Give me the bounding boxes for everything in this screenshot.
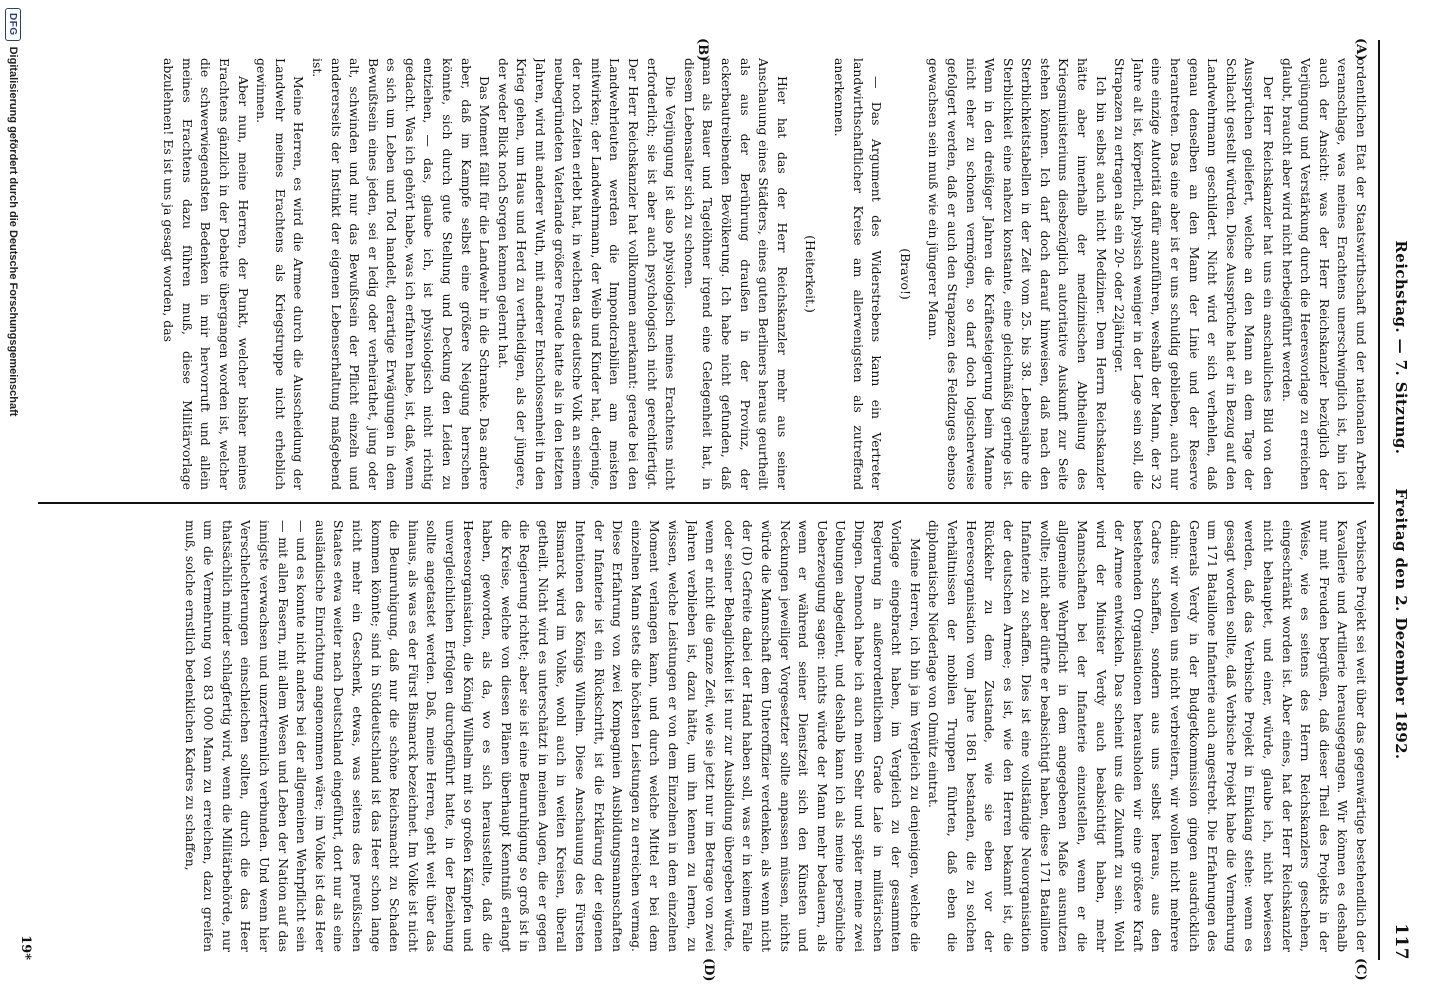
margin-mark-c: (C) [1353, 958, 1368, 981]
paragraph: ordentlichen Etat der Staatswirthschaft und der nationalen Arbeit veranschlage, was meines Erachtens unerschwinglich ist, bin ich auch der Ansicht: was der Herr Reichskanzler bezüglich der Verjüngung und Verstärkung durch die Heeresvorlage zu erreichen glaubt, braucht aber wird nicht herbeigeführt werden. [1279, 58, 1369, 490]
page-number: 117 [1391, 923, 1411, 960]
paragraph: — Das Argument des Widerstrebens kann ein Vertreter landwirthschaftlicher Kreise am allerwenigsten als zutreffend anerkennen. [831, 58, 885, 490]
paragraph: Aber nun, meine Herren, der Punkt, welcher bisher meines Erachtens gänzlich in der Debatte übergangen worden ist, welcher die schwerwiegendsten Bedenken in mir hervorruft und allein meines Erachtens dazu führen muß, diese Militärvorlage abzulehnen! Es ist uns ja gesagt worden, das [161, 58, 251, 490]
paragraph: Das Moment fällt für die Landwehr in die Schranke. Das andere aber, daß im Kampfe selbst eine größere Neigung herrschen könnte, sich durch gute Stellung und Deckung den Leiden zu entziehen, — das, glaube ich, ist physiologisch nicht richtig gedacht. Was ich gehört habe, was ich erfahren habe, ist, daß, wenn es sich um Leben und Tod handelt, derartige Erwägungen in dem Bewußtsein eines jeden, sei er ledig oder verheirathet, jung oder alt, schwinden und nur das Bewußtsein der Pflicht einzeln und andererseits der Instinkt der eigenen Lebenserhaltung maßgebend ist. [309, 58, 493, 490]
paragraph: Meine Herren, es wird die Armee durch die Ausscheidung der Landwehr meines Erachtens als Kriegstruppe nicht erheblich gewinnen. [254, 58, 307, 490]
digitization-credit [0, 0, 26, 1000]
paragraph: Hier hat das der Herr Reichskanzler mehr aus seiner Anschauung eines Städters, eines guten Berliners heraus geurtheilt als aus der Berührung draußen in der Provinz, der ackerbautreibenden Bevölkerung. Ich habe nicht gefunden, daß man als Bauer und Tagelöhner irgend eine Gelegenheit hat, in diesem Lebensalter sich zu schonen. [681, 58, 790, 490]
paragraph: Ich bin selbst auch nicht Mediziner. Dem Herrn Reichskanzler hätte aber innerhalb der medizinischen Abtheilung des Kriegsministeriums diesbezüglich autoritative Auskunft zur Seite stehen können. Ich darf doch darauf hinweisen, daß nach den Sterblichkeitstabellen in der Zeit vom 25. bis 38. Lebensjahre die Sterblichkeit eine nahezu konstante, eine gleichmäßig geringe ist. Wenn in den dreißiger Jahren die Kräftesteigerung beim Manne nicht eher zu schonen vermögen, so darf doch logischerweise gefolgert werden, daß er auch den Strapazen des Feldzuges ebenso gewachsen sein muß wie ein jüngerer Mann. [926, 58, 1109, 490]
dfg-logo-icon: DFG [5, 8, 21, 41]
interjection: (Bravo!) [897, 248, 913, 300]
paragraph: Verbische Projekt sei weit über das gegenwärtige bestehendlich der Kavallerie und Artillerie herausgegangen. Wir können es deshalb nur mit Freuden begrüßen, daß dieser Theil des Projekts in der Weise, wie es seitens des Herrn Reichskanzlers geschehen, eingeschränkt worden ist. Aber eines, hat der Herr Reichskanzler nicht behauptet, und einer, würde, glaube ich, nicht bewiesen werden, daß das Verbische Projekt in Einklang stehe: wenn es gesagt worden sollte, daß Verbische Projekt habe die Vermehrung um 171 Bataillone Infanterie auch angestrebt. Die Erfahrungen des Generals Verdy in der Budgetkommission gingen ausdrücklich dahin: wir wollen uns nicht verbreitern, wir wollen nicht mehrere Cadres schaffen, sondern aus uns selbst heraus, aus den bestehenden Organisationen herausholen wir eine größere Kraft der Armee entwickeln. Das scheint uns die Zukunft zu sein. Wohl wird der Minister Verdy auch beabsichtigt haben, mehr Mannschaften bei der Infanterie einzustellen, wenn er die allgemeine Wehrpflicht in dem angegebenen Maße ausnutzen wollte; nicht aber dürfte er beabsichtigt haben, diese 171 Bataillone Infanterie zu schaffen. Dies ist eine vollständige Neuorganisation der deutschen Armee; es ist, wie den Herren bekannt ist, die Rückkehr zu dem Zustande, wie sie eben vor der Heeresorganisation vom Jahre 1861 bestanden, die zu solchen Verhältnissen der mobilen Truppen führten, daß eben die diplomatische Niederlage von Olmütz eintrat. [926, 520, 1369, 952]
header-date: Freitag den 2. Dezember 1892. [1392, 488, 1410, 760]
header-session: Reichstag. — 7. Sitzung. [1392, 240, 1410, 455]
paragraph: Die Verjüngung ist also physiologisch meines Erachtens nicht erforderlich; sie ist aber auch psychologisch nicht gerechtfertigt. Der Herr Reichskanzler hat vollkommen anerkannt: gerade bei den Landwehrleuten werden die Impondcrabilien am meisten mitwirken; der Landwehrmann, der Weib und Kinder hat, derjenige, der noch Zeiten erlebt hat, in welchen das deutsche Volk an seinem neubegründeten Vaterlande größere Freude hatte als in den letzten Jahren, wird mit anderer Wuth, mit anderer Entschlossenheit in den Krieg gehen, um Haus und Herd zu vertheidigen, als der jüngere, der weder Blick noch Sorgen kennen gelernt hat. [495, 58, 679, 490]
header-rule [1378, 40, 1380, 960]
column-divider [38, 502, 1374, 504]
margin-mark-d: (D) [701, 958, 716, 982]
paragraph: Meine Herren, ich bin ja im Vergleich zu denjenigen, welche die Vorlage eingebracht haben, im Vergleich zu der gesammten Regierung in außerordentlichem Grade Laie in militärischen Dingen. Dennoch habe ich auch mein Sehr und später meine zwei Uebungen abgedient, und deshalb kann ich als meine persönliche Ueberzeugung sagen: nichts würde der Mann mehr bedauern, als wenn er während seiner Dienstzeit sich den Künsten und Neckungen jeweiliger Vorgesetzter sollte anpassen müssen, nichts würde die Mannschaft dem Unteroffizier verdenken, als wenn nicht der (D) Gefreite dabei der Hand haben soll, was er in keinem Falle oder seiner Behaglichkeit ist nur zur Ausbildung übergeben würde, wenn er nicht die ganze Zeit, wie sie jetzt nur im Betrage von zwei Jahren verblieben ist, dazu hätte, um ihn kennen zu lernen, zu wissen, welche Leistungen er von dem Einzelnen in dem einzelnen Moment verlangen kann, und durch welche Mittel er bei dem einzelnen Mann stets die höchsten Leistungen zu erreichen vermag. Diese Erfahrung von zwei Kompagnien Ausbildungsmannschaften der Infanterie ist ein Rückschritt, ist die Erklärung der eigenen Intentionen des Königs Wilhelm. Diese Anschauung des Fürsten Bismarck wird im Volke, wohl auch in weiten Kreisen, überall getheilt. Nicht wird es unterschätzt in meinen Augen, die er gegen die Regierung richtet; aber sie ist eine Beunruhigung so groß ist in die Kreise, welche von diesen Plänen überhaupt Kenntniß erlangt haben, geworden, als da, wo es sich herausstellte, daß die Heeresorganisation, die König Wilhelm mit so großen Kämpfen und unvergleichlichen Erfolgen durchgeführt hatte, in der Beziehung sollte angetastet werden. Daß, meine Herren, geht weit über das hinaus, als was es der Fürst Bismarck bezeichnet. Im Volke ist nicht die Beunruhigung, daß nur die schöne Reichsmacht zu Schaden kommen könnte; sind in Süddeutschland ist das Heer schon lange nicht mehr ein Geschenk, etwas, was seitens des preußischen Staates etwa weiter nach Deutschland eingeführt, dort nur als eine ausländische Einrichtung angenommen wäre; im Volke ist das Heer — und es konnte nicht anders bei der allgemeinen Wehrpflicht sein — mit allen Fasern, mit allem Wesen und Leben der Nation auf das innigste verwachsen und unzertrennlich verbunden. Und wenn hier Verschlechterungen einschleichen sollten, durch die das Heer thatsächlich minder schlagfertig wird, wenn die Militärbehörde, nur um die Vermehrung von 83 000 Mann zu erreichen, dazu greifen muß, solche ernstlich bedenklichen Kadres zu schaffen, [182, 520, 923, 952]
left-column [48, 58, 1370, 490]
interjection: (Heiterkeit.) [803, 235, 819, 313]
signature-mark: 19* [18, 935, 33, 960]
margin-mark-b: (B) [695, 38, 710, 62]
credit-text: Digitalisierung gefördert durch die Deutsche Forschungsgemeinschaft [7, 46, 19, 417]
margin-mark-a: (A) [1353, 38, 1368, 61]
right-column [48, 520, 1370, 952]
paragraph: Der Herr Reichskanzler hat uns ein anschauliches Bild von den Aussprüchen geliefert, welche an den Mann an dem Tage der Schlacht gestellt würden. Diese Aussprüche hat er in Bezug auf den Landwehrmann geschildert. Nicht wird er sich verhehlen, daß genau denselben an den Mann der Linie und der Reserve herantreten. Das eine aber ist er uns schuldig geblieben, auch nur eine einzige Autorität dafür anzuführen, weshalb der Mann, der 32 Jahre alt ist, körperlich, physisch weniger in der Lage sein soll, die Strapazen zu ertragen als ein 20- oder 22jähriger. [1112, 58, 1277, 490]
page-header [1388, 40, 1414, 960]
